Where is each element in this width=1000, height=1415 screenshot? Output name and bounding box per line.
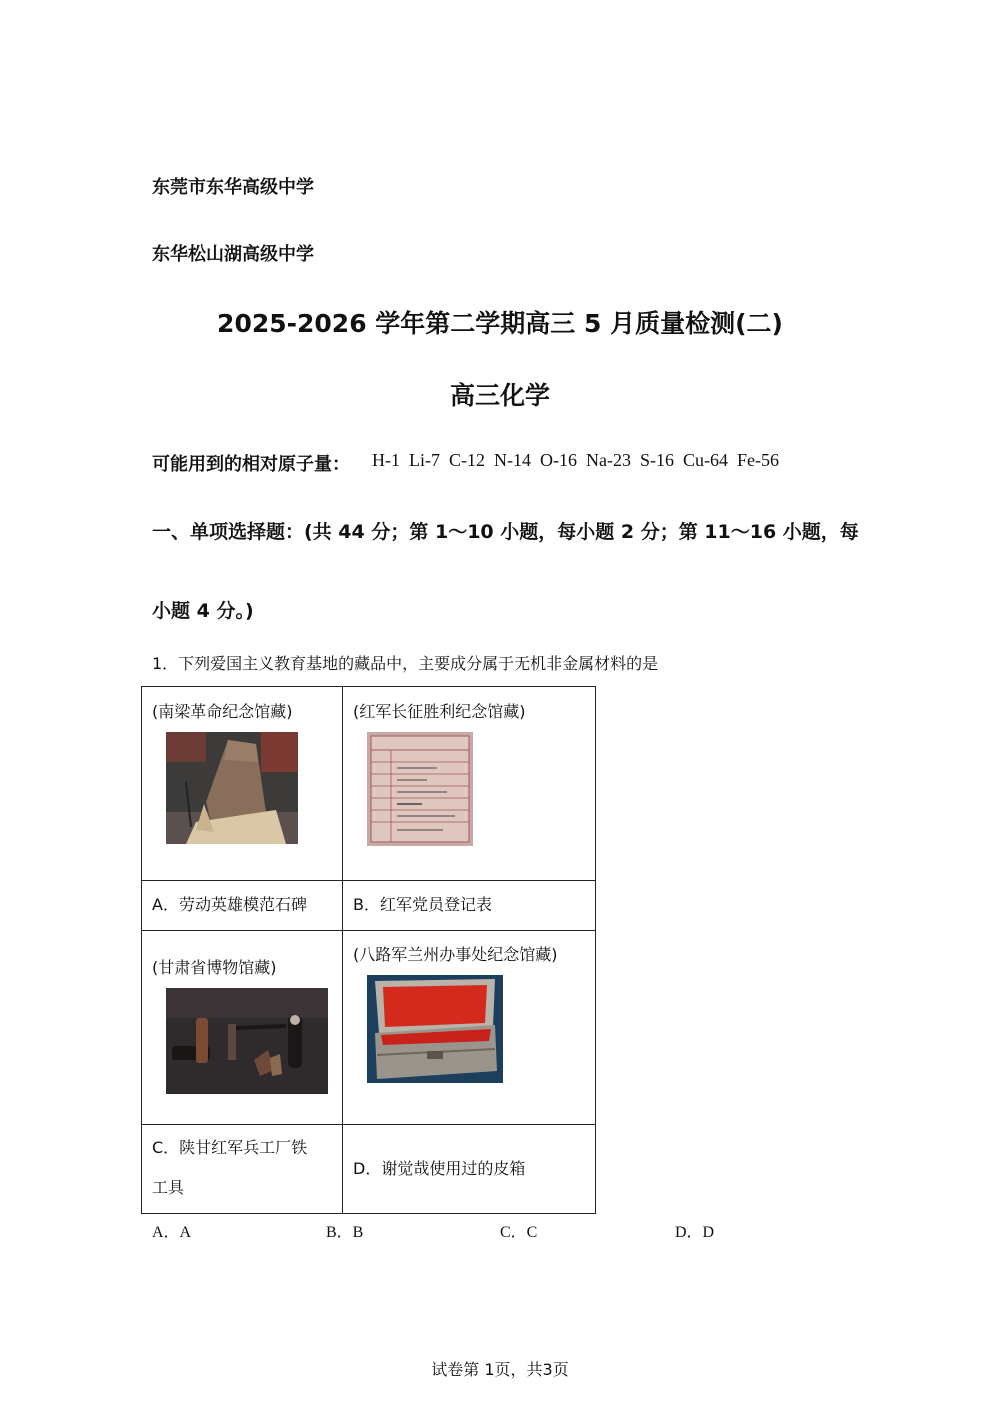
option-b-label: B．红军党员登记表 [353,895,492,914]
atomic-mass-label: 可能用到的相对原子量： [152,454,350,475]
cell-c-label [142,1125,343,1214]
leather-suitcase-photo [367,975,503,1083]
cell-c-image [142,931,343,1125]
option-a-label: A．劳动英雄模范石碑 [152,895,307,914]
iron-tools-photo [166,988,328,1094]
source-b: (红军长征胜利纪念馆藏) [353,702,526,721]
school-name-1: 东莞市东华高级中学 [152,177,314,198]
source-a: (南梁革命纪念馆藏) [152,702,293,721]
question-1-table [141,686,596,1214]
question-1-stem: 1．下列爱国主义教育基地的藏品中，主要成分属于无机非金属材料的是 [152,654,659,673]
answer-option-b[interactable]: B．B [326,1224,364,1241]
atomic-mass-values: H-1 Li-7 C-12 N-14 O-16 Na-23 S-16 Cu-64 Fe-56 [372,450,779,470]
school-name-2: 东华松山湖高级中学 [152,244,314,265]
section-heading-line-2: 小题 4 分。) [152,600,254,622]
cell-a-label [142,881,343,931]
subject-title: 高三化学 [449,381,550,410]
option-c-label-line-1: C．陕甘红军兵工厂铁 [152,1138,308,1157]
answer-option-c[interactable]: C．C [500,1224,538,1241]
option-c-label-line-2: 工具 [152,1178,185,1197]
answer-option-d[interactable]: D．D [675,1224,715,1241]
registration-form-photo [367,732,473,846]
cell-b-image [343,687,596,881]
page-footer: 试卷第 1页，共3页 [431,1360,569,1379]
answer-option-a[interactable]: A．A [152,1224,192,1241]
cell-d-label [343,1125,596,1214]
cell-d-image [343,931,596,1125]
exam-title: 2025-2026 学年第二学期高三 5 月质量检测(二) [217,309,783,338]
stone-tablet-photo [166,732,298,844]
cell-b-label [343,881,596,931]
source-d: (八路军兰州办事处纪念馆藏) [353,945,558,964]
option-d-label: D．谢觉哉使用过的皮箱 [353,1159,526,1178]
source-c: (甘肃省博物馆藏) [152,958,277,977]
cell-a-image [142,687,343,881]
section-heading-line-1: 一、单项选择题：(共 44 分；第 1～10 小题，每小题 2 分；第 11～16 小题，每 [152,521,859,543]
